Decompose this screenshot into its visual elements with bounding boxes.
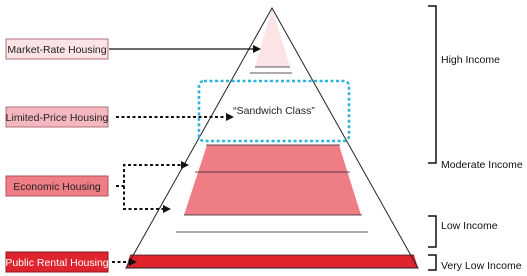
arrow-economic-bracket (124, 186, 169, 209)
sandwich-class-label: “Sandwich Class” (233, 105, 315, 117)
public-rental-housing-label: Public Rental Housing (5, 257, 109, 269)
economic-housing-label: Economic Housing (13, 181, 101, 193)
income-label-very-low: Very Low Income (441, 260, 522, 272)
income-label-low: Low Income (441, 220, 498, 232)
housing-type-market-rate (6, 39, 108, 59)
market-rate-housing-label: Market-Rate Housing (7, 44, 107, 56)
band-very-low-income-fill (126, 255, 418, 268)
pyramid (126, 8, 418, 268)
income-label-moderate: Moderate Income (441, 159, 523, 171)
housing-type-limited-price (6, 107, 109, 127)
housing-type-public-rental (5, 252, 108, 272)
limited-price-housing-label: Limited-Price Housing (5, 112, 109, 124)
income-label-high: High Income (441, 54, 500, 66)
income-brackets (428, 6, 523, 272)
income-bracket-very-low (428, 255, 436, 270)
housing-type-economic (6, 176, 108, 196)
band-moderate-income-fill (184, 145, 361, 215)
arrow-economic-bracket (116, 165, 187, 186)
band-high-income-fill (255, 8, 290, 67)
income-bracket-high (428, 6, 436, 163)
income-bracket-low (428, 216, 436, 247)
